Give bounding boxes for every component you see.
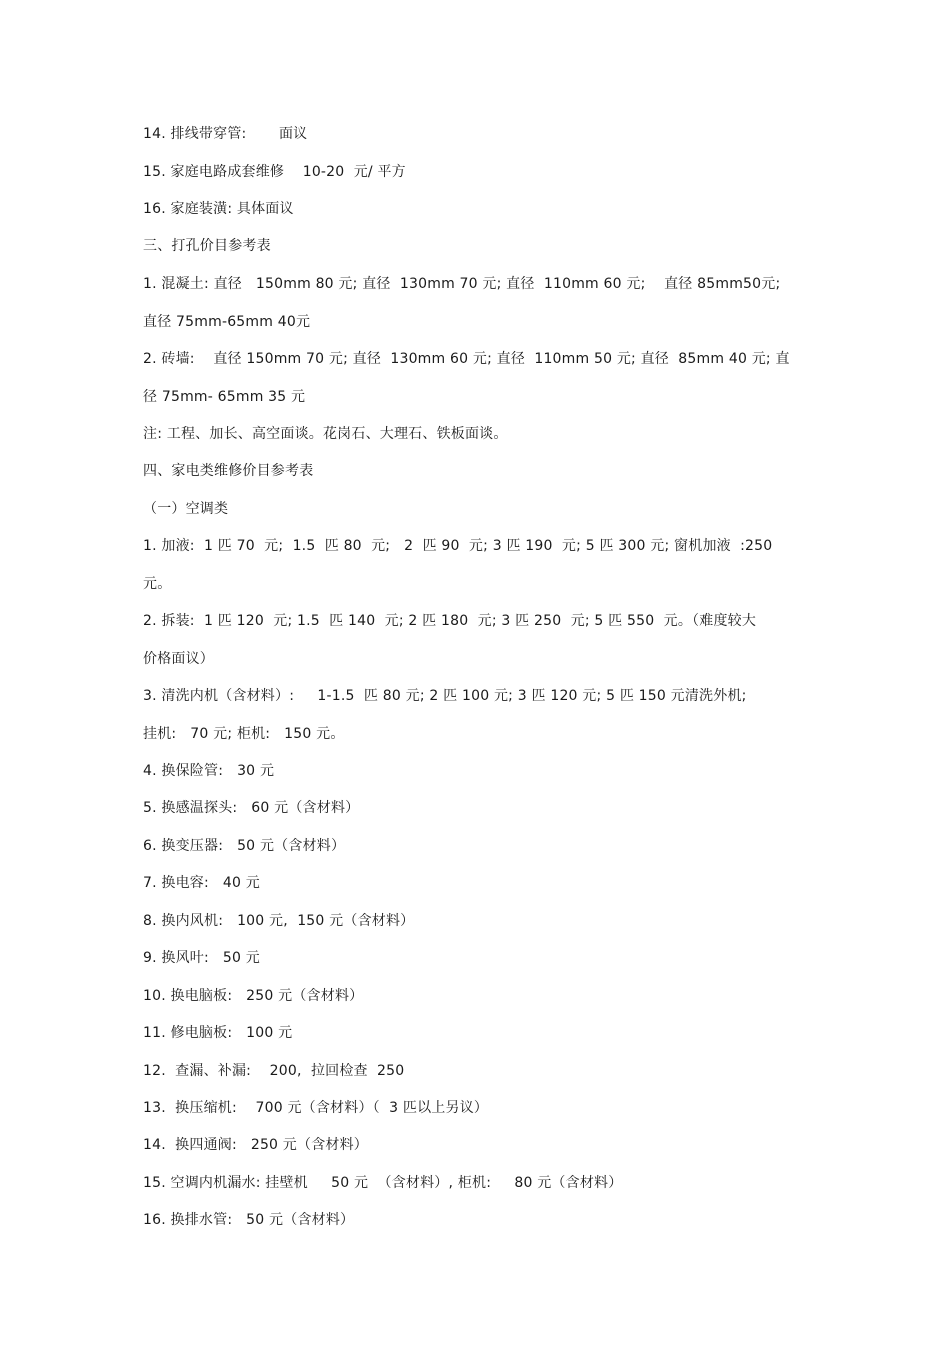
text-line: 3. 清洗内机（含材料）: 1-1.5 匹 80 元; 2 匹 100 元; 3 匹 120 元; 5 匹 150 元清洗外机;: [143, 688, 747, 704]
note-line: 注: 工程、加长、高空面谈。花岗石、大理石、铁板面谈。: [143, 426, 508, 442]
text-line: 1. 加液: 1 匹 70 元; 1.5 匹 80 元; 2 匹 90 元; 3 匹 190 元; 5 匹 300 元; 窗机加液 :250: [143, 538, 773, 554]
text-line: 直径 75mm-65mm 40元: [143, 314, 311, 330]
text-line: 15. 空调内机漏水: 挂壁机 50 元 （含材料）, 柜机: 80 元（含材料）: [143, 1175, 623, 1191]
text-line: 2. 拆装: 1 匹 120 元; 1.5 匹 140 元; 2 匹 180 元; 3 匹 250 元; 5 匹 550 元。（难度较大: [143, 613, 757, 629]
text-line: 4. 换保险管: 30 元: [143, 763, 275, 779]
text-line: 16. 换排水管: 50 元（含材料）: [143, 1212, 355, 1228]
text-line: 6. 换变压器: 50 元（含材料）: [143, 838, 346, 854]
text-line: 16. 家庭装潢: 具体面议: [143, 201, 294, 217]
text-line: 8. 换内风机: 100 元, 150 元（含材料）: [143, 913, 415, 929]
text-line: 2. 砖墙: 直径 150mm 70 元; 直径 130mm 60 元; 直径 110mm 50 元; 直径 85mm 40 元; 直: [143, 351, 790, 367]
text-line: 13. 换压缩机: 700 元（含材料）（ 3 匹以上另议）: [143, 1100, 489, 1116]
text-line: 1. 混凝土: 直径 150mm 80 元; 直径 130mm 70 元; 直径 110mm 60 元; 直径 85mm50元;: [143, 276, 781, 292]
text-line: 挂机: 70 元; 柜机: 150 元。: [143, 726, 345, 742]
text-line: 14. 排线带穿管: 面议: [143, 126, 308, 142]
text-line: 11. 修电脑板: 100 元: [143, 1025, 293, 1041]
section-heading: 四、家电类维修价目参考表: [143, 463, 314, 479]
text-line: 15. 家庭电路成套维修 10-20 元/ 平方: [143, 164, 406, 180]
text-line: 元。: [143, 576, 172, 592]
text-line: 10. 换电脑板: 250 元（含材料）: [143, 988, 364, 1004]
text-line: 径 75mm- 65mm 35 元: [143, 389, 306, 405]
text-line: 12. 查漏、补漏: 200, 拉回检查 250: [143, 1063, 405, 1079]
text-line: 5. 换感温探头: 60 元（含材料）: [143, 800, 360, 816]
text-line: 7. 换电容: 40 元: [143, 875, 260, 891]
text-line: 9. 换风叶: 50 元: [143, 950, 260, 966]
subsection-heading: （一）空调类: [143, 501, 229, 517]
text-line: 价格面议）: [143, 651, 214, 667]
text-line: 14. 换四通阀: 250 元（含材料）: [143, 1137, 369, 1153]
section-heading: 三、打孔价目参考表: [143, 238, 271, 254]
